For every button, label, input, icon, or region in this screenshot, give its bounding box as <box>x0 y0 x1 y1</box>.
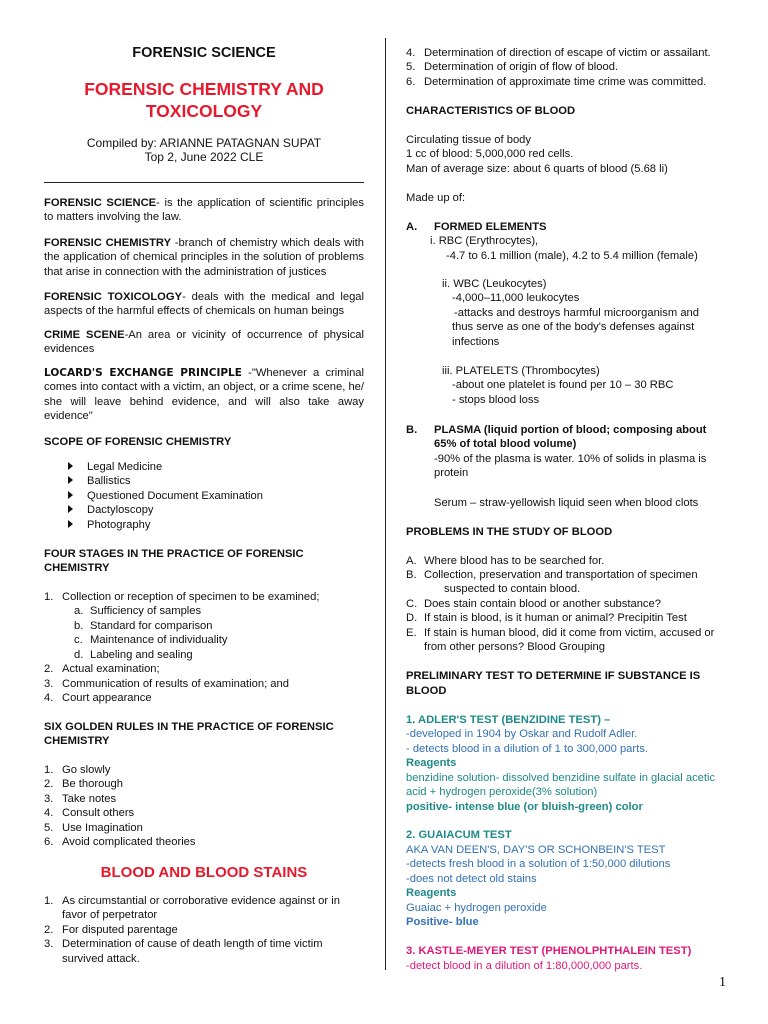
preliminary-heading: BLOOD <box>406 685 447 697</box>
list-item: 1. Collection or reception of specimen to be examined; <box>44 591 320 603</box>
text-line: 1 cc of blood: 5,000,000 red cells. <box>406 148 574 160</box>
list-item: 4. Court appearance <box>44 692 152 704</box>
list-item: 4. Consult others <box>44 807 135 819</box>
text-line: Circulating tissue of body <box>406 134 531 146</box>
compiled-by: Compiled by: ARIANNE PATAGNAN SUPAT <box>86 136 322 150</box>
list-item: 6. Avoid complicated theories <box>44 836 196 848</box>
definition-term: FORENSIC CHEMISTRY <box>44 237 172 249</box>
list-item: Ballistics <box>68 474 131 488</box>
arrow-bullet-icon <box>68 505 73 513</box>
problems-heading: PROBLEMS IN THE STUDY OF BLOOD <box>406 526 613 538</box>
wbc-title: ii. WBC (Leukocytes) <box>442 278 547 290</box>
arrow-bullet-icon <box>68 491 73 499</box>
guaiacum-aka: AKA VAN DEEN'S, DAY'S OR SCHONBEIN'S TEST <box>406 844 666 856</box>
arrow-bullet-icon <box>68 462 73 470</box>
formed-elements-label: A. <box>406 221 418 233</box>
guaiacum-detail: -detects fresh blood in a solution of 1:50,000 dilutions <box>406 858 671 870</box>
list-item: b. Standard for comparison <box>74 620 213 632</box>
stages-heading: FOUR STAGES IN THE PRACTICE OF FORENSIC CHEMISTRY <box>44 548 304 575</box>
platelets-title: iii. PLATELETS (Thrombocytes) <box>442 365 600 377</box>
list-item: 3. Take notes <box>44 793 117 805</box>
guaiacum-reagents: Guaiac + hydrogen peroxide <box>406 902 547 914</box>
wbc-detail: thus serve as one of the body's defenses against <box>452 321 695 333</box>
rbc-detail: -4.7 to 6.1 million (male), 4.2 to 5.4 million (female) <box>446 250 698 262</box>
guaiacum-positive: Positive- blue <box>406 916 479 928</box>
definition-locards-principle <box>44 366 364 424</box>
rank-text: Top 2, June 2022 CLE <box>144 150 264 164</box>
list-item: 1. As circumstantial or corroborative evidence against or in <box>44 895 340 907</box>
rules-heading: SIX GOLDEN RULES IN THE PRACTICE OF FORENSIC CHEMISTRY <box>44 721 334 748</box>
list-item: c. Maintenance of individuality <box>74 634 228 646</box>
guaiacum-reagents-label: Reagents <box>406 887 457 899</box>
list-item: 3. Communication of results of examination; and <box>44 678 289 690</box>
rbc-title: i. RBC (Erythrocytes), <box>430 235 539 247</box>
arrow-bullet-icon <box>68 520 73 528</box>
list-item-continuation: survived attack. <box>62 953 140 965</box>
definition-text: - deals with the medical and legal aspects of the harmful effects of chemicals on human beings <box>44 291 364 318</box>
adler-test-title: 1. ADLER'S TEST (BENZIDINE TEST) – <box>406 714 611 726</box>
list-item: 2. Actual examination; <box>44 663 160 675</box>
header-rule <box>44 182 364 183</box>
kastle-meyer-test-title: 3. KASTLE-MEYER TEST (PHENOLPHTHALEIN TEST) <box>406 945 692 957</box>
list-item: Legal Medicine <box>68 460 162 474</box>
list-item: C. Does stain contain blood or another substance? <box>406 598 661 610</box>
formed-elements-title: FORMED ELEMENTS <box>434 221 547 233</box>
list-item: Photography <box>68 518 150 532</box>
kastle-meyer-detail: -detect blood in a dilution of 1:80,000,000 parts. <box>406 960 643 972</box>
adler-detail: - detects blood in a dilution of 1 to 300,000 parts. <box>406 743 648 755</box>
definition-text: -"Whenever a criminal comes into contact with a victim, an object, or a crime scene, he/ she will leave behind evidence, and will also take away evidence" <box>44 367 365 423</box>
definition-forensic-science <box>44 196 364 225</box>
definition-text: - is the application of scientific principles to matters involving the law. <box>44 197 365 224</box>
characteristics-heading: CHARACTERISTICS OF BLOOD <box>406 105 576 117</box>
definition-term: FORENSIC SCIENCE <box>44 197 157 209</box>
adler-reagents: benzidine solution- dissolved benzidine sulfate in glacial acetic <box>406 772 716 784</box>
title-line-1: FORENSIC CHEMISTRY AND <box>84 79 324 99</box>
list-item: 2. Be thorough <box>44 778 123 790</box>
list-item-continuation: suspected to contain blood. <box>444 583 581 595</box>
platelets-detail: - stops blood loss <box>452 394 540 406</box>
plasma-label: B. <box>406 424 418 436</box>
list-item: 2. For disputed parentage <box>44 924 178 936</box>
text-line: Man of average size: about 6 quarts of blood (5.68 li) <box>406 163 668 175</box>
plasma-title: PLASMA (liquid portion of blood; composing about <box>434 424 707 436</box>
preliminary-heading: PRELIMINARY TEST TO DETERMINE IF SUBSTANCE IS <box>406 670 701 682</box>
list-item: 5. Use Imagination <box>44 822 143 834</box>
definition-forensic-chemistry <box>44 236 364 279</box>
list-item: E. If stain is human blood, did it come from victim, accused or <box>406 627 715 639</box>
list-item: Dactyloscopy <box>68 503 154 517</box>
wbc-detail: infections <box>452 336 500 348</box>
list-item: a. Sufficiency of samples <box>74 605 202 617</box>
plasma-detail: protein <box>434 467 469 479</box>
definition-text: -An area or vicinity of occurrence of physical evidences <box>44 329 365 356</box>
scope-heading: SCOPE OF FORENSIC CHEMISTRY <box>44 436 232 448</box>
guaiacum-test-title: 2. GUAIACUM TEST <box>406 829 512 841</box>
page-number: 1 <box>719 975 726 990</box>
subject-heading: FORENSIC SCIENCE <box>132 45 276 61</box>
definition-term: FORENSIC TOXICOLOGY <box>44 291 183 303</box>
list-item: 3. Determination of cause of death length of time victim <box>44 938 323 950</box>
list-item: 1. Go slowly <box>44 764 111 776</box>
adler-reagents-label: Reagents <box>406 757 457 769</box>
list-item: d. Labeling and sealing <box>74 649 193 661</box>
list-item: Questioned Document Examination <box>68 489 263 503</box>
title-line-2: TOXICOLOGY <box>145 101 263 121</box>
blood-section-heading: BLOOD AND BLOOD STAINS <box>100 864 308 881</box>
list-item: D. If stain is blood, is it human or animal? Precipitin Test <box>406 612 687 624</box>
list-item: 5. Determination of origin of flow of blood. <box>406 61 619 73</box>
definition-term: LOCARD'S EXCHANGE PRINCIPLE <box>44 367 242 379</box>
list-item: 4. Determination of direction of escape of victim or assailant. <box>406 47 711 59</box>
column-divider <box>385 38 386 970</box>
plasma-title: 65% of total blood volume) <box>434 438 577 450</box>
definition-text: -branch of chemistry which deals with the application of chemical principles in the solution of problems that arise in connection with the administration of justices <box>44 237 364 278</box>
serum-text: Serum – straw-yellowish liquid seen when blood clots <box>434 497 699 509</box>
text-line: Made up of: <box>406 192 466 204</box>
platelets-detail: -about one platelet is found per 10 – 30 RBC <box>452 379 674 391</box>
wbc-detail: -attacks and destroys harmful microorganism and <box>454 307 699 319</box>
list-item: B. Collection, preservation and transportation of specimen <box>406 569 698 581</box>
adler-positive: positive- intense blue (or bluish-green) color <box>406 801 643 813</box>
definition-crime-scene <box>44 328 364 357</box>
guaiacum-detail: -does not detect old stains <box>406 873 537 885</box>
definition-term: CRIME SCENE <box>44 329 125 341</box>
list-item: 6. Determination of approximate time crime was committed. <box>406 76 707 88</box>
adler-reagents: acid + hydrogen peroxide(3% solution) <box>406 786 598 798</box>
plasma-detail: -90% of the plasma is water. 10% of solids in plasma is <box>434 453 707 465</box>
arrow-bullet-icon <box>68 476 73 484</box>
list-item-continuation: from other persons? Blood Grouping <box>424 641 605 653</box>
wbc-detail: -4,000–11,000 leukocytes <box>452 292 580 304</box>
list-item-continuation: favor of perpetrator <box>62 909 158 921</box>
list-item: A. Where blood has to be searched for. <box>406 555 605 567</box>
adler-detail: -developed in 1904 by Oskar and Rudolf Adler. <box>406 728 638 740</box>
definition-forensic-toxicology <box>44 290 364 319</box>
